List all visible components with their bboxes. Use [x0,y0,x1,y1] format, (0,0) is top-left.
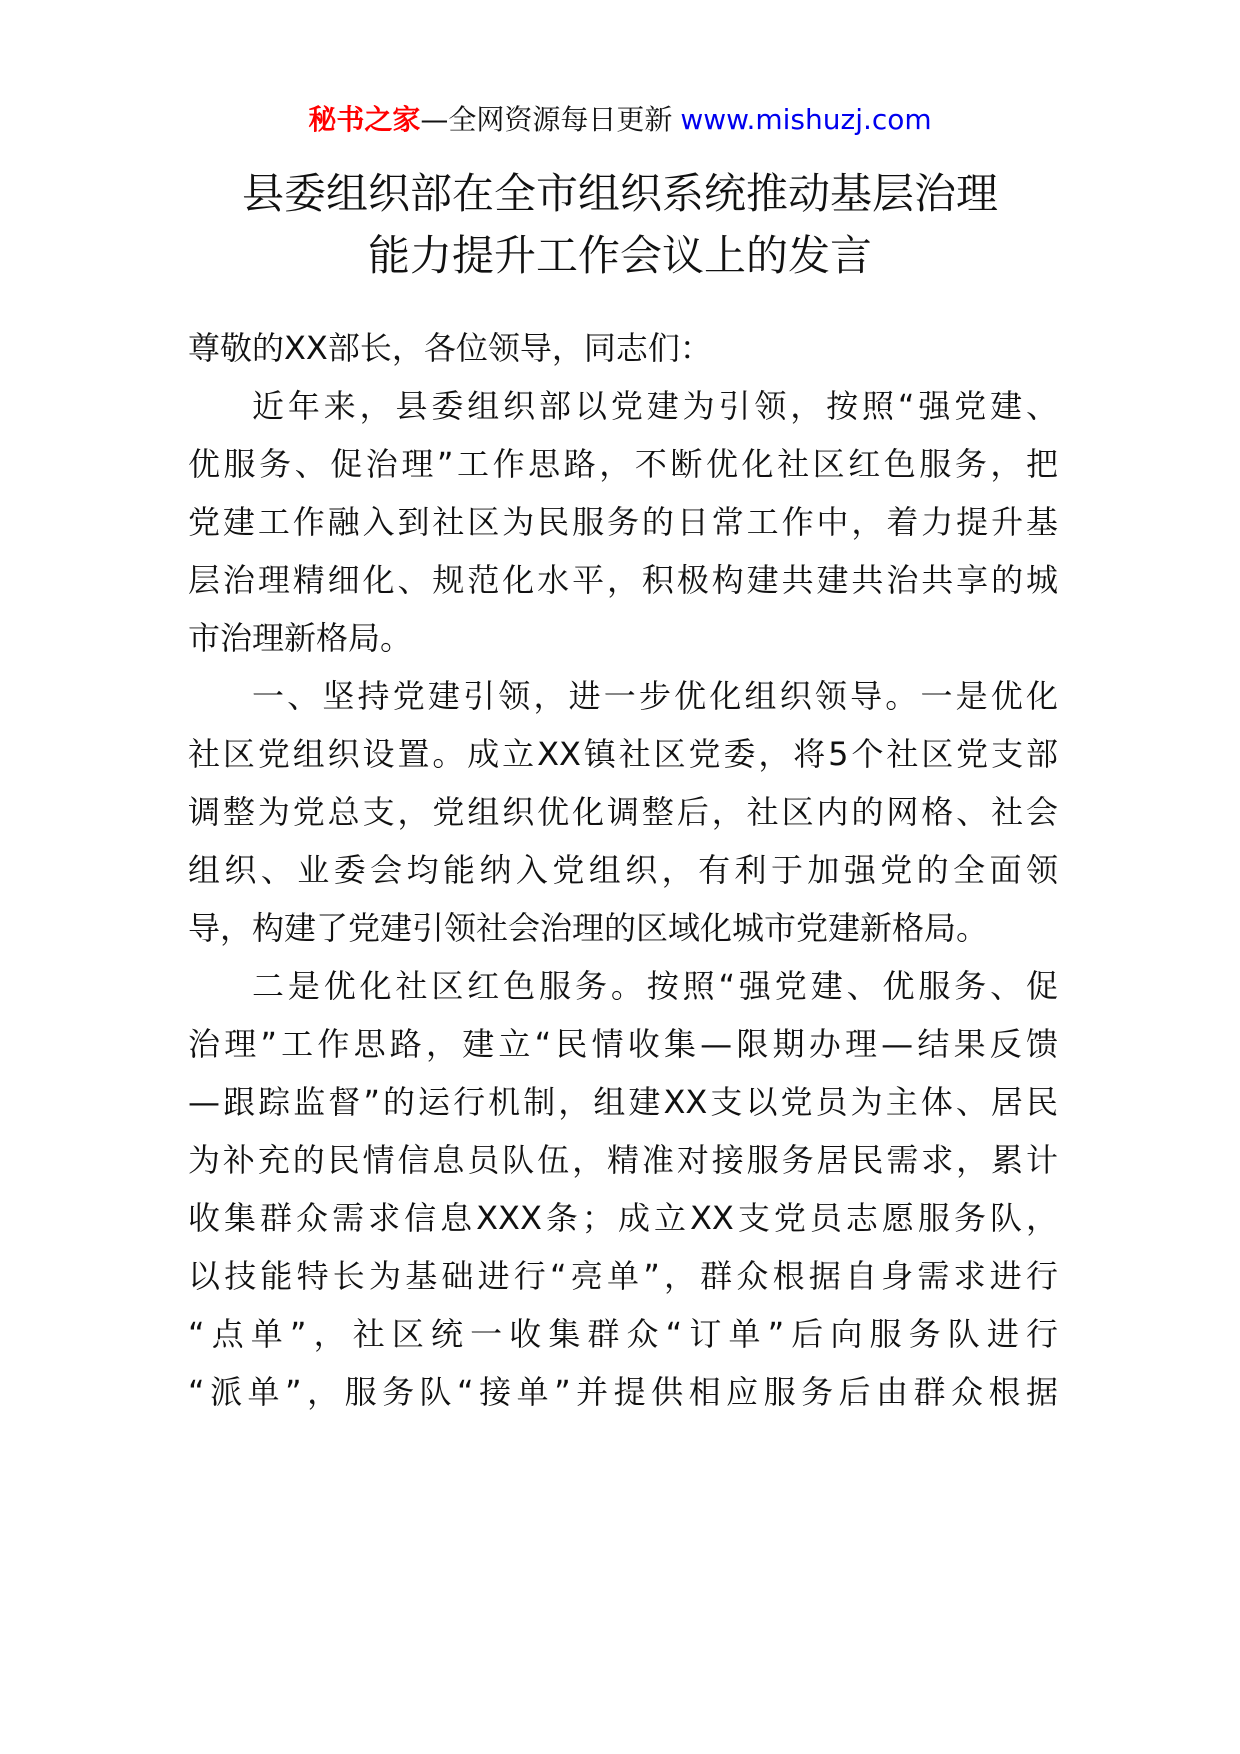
paragraph-3-line-8: “派单”，服务队“接单”并提供相应服务后由群众根据 [188,1373,1058,1411]
paragraph-2-line-5: 导，构建了党建引领社会治理的区域化城市党建新格局。 [188,909,989,947]
banner-tagline: —全网资源每日更新 [420,103,673,136]
paragraph-1-line-3: 党建工作融入到社区为民服务的日常工作中，着力提升基 [188,503,1058,541]
paragraph-3-line-7: “点单”，社区统一收集群众“订单”后向服务队进行 [188,1315,1058,1353]
paragraph-3-line-3: —跟踪监督”的运行机制，组建XX支以党员为主体、居民 [188,1083,1058,1121]
paragraph-1-line-1: 近年来，县委组织部以党建为引领，按照“强党建、 [252,387,1058,425]
paragraph-3-line-6: 以技能特长为基础进行“亮单”，群众根据自身需求进行 [188,1257,1058,1295]
paragraph-3-line-5: 收集群众需求信息XXX条；成立XX支党员志愿服务队， [188,1199,1058,1237]
paragraph-3-line-1: 二是优化社区红色服务。按照“强党建、优服务、促 [252,967,1058,1005]
salutation: 尊敬的XX部长，各位领导，同志们： [188,329,712,367]
site-banner [0,100,1240,140]
site-url-link[interactable]: www.mishuzj.com [680,103,932,136]
paragraph-1-line-4: 层治理精细化、规范化水平，积极构建共建共治共享的城 [188,561,1058,599]
paragraph-1-line-5: 市治理新格局。 [188,619,413,657]
paragraph-2-line-1: 一、坚持党建引领，进一步优化组织领导。一是优化 [252,677,1058,715]
paragraph-3-line-4: 为补充的民情信息员队伍，精准对接服务居民需求，累计 [188,1141,1058,1179]
brand-name: 秘书之家 [308,103,421,136]
document-title-line-2: 能力提升工作会议上的发言 [367,231,872,280]
paragraph-1-line-2: 优服务、促治理”工作思路，不断优化社区红色服务，把 [188,445,1058,483]
paragraph-3-line-2: 治理”工作思路，建立“民情收集—限期办理—结果反馈 [188,1025,1058,1063]
paragraph-2-line-2: 社区党组织设置。成立XX镇社区党委，将5个社区党支部 [188,735,1058,773]
paragraph-2-line-3: 调整为党总支，党组织优化调整后，社区内的网格、社会 [188,793,1058,831]
paragraph-2-line-4: 组织、业委会均能纳入党组织，有利于加强党的全面领 [188,851,1058,889]
document-title-line-1: 县委组织部在全市组织系统推动基层治理 [241,169,998,218]
